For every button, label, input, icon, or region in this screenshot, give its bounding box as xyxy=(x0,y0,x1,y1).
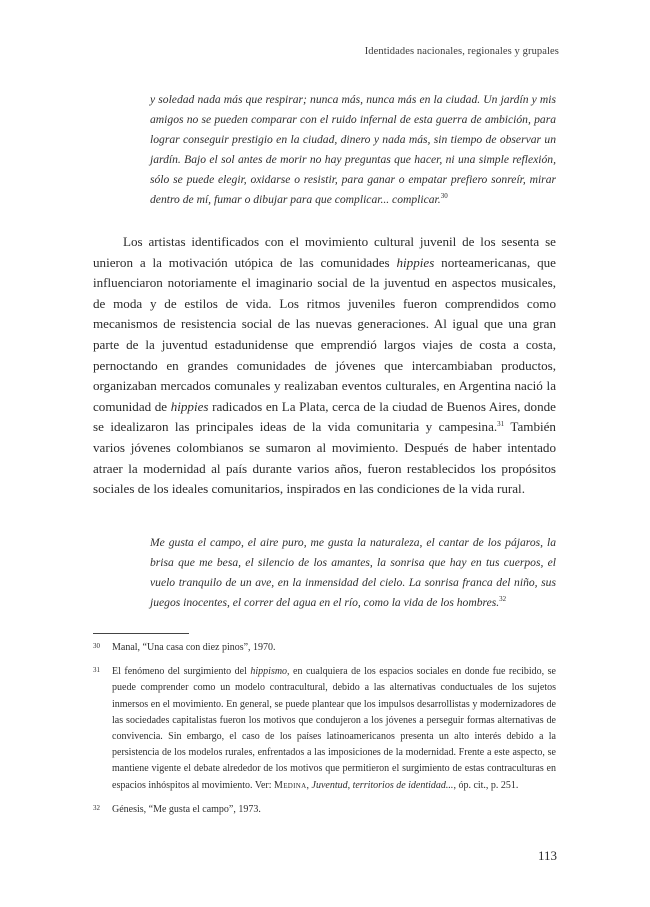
footnote-number: 31 xyxy=(93,666,100,675)
body-text-part-3: radicados en La Plata, cerca de la ciudad de Buenos Aires, donde se idealizaron las principales ideas de la vida comunitaria y campesina. xyxy=(93,398,556,435)
body-text-part-2: norteamericanas, que influenciaron notoriamente el imaginario social de la juventud en aspectos musicales, de moda y de estilos de vida. Los ritmos juveniles fueron comprendidos como mecanismos de resistencia social de las nuevas generaciones. Al igual que una gran parte de la juventud estadunidense que emprendió largos viajes de costa a costa, pernoctando en grandes comunidades de jóvenes que intercambiaban productos, organizaban mercados comunales y realizaban eventos culturales, en Argentina nació la comunidad de xyxy=(93,254,556,414)
body-em-hippies-2: hippies xyxy=(170,398,209,414)
fn31-part-d: , óp. cit., p. 251. xyxy=(453,779,519,791)
fn31-part-c: , xyxy=(306,779,312,791)
footnote-30 xyxy=(93,640,556,656)
fn31-author: Medina xyxy=(274,779,307,791)
footnote-ref-30[interactable]: 30 xyxy=(440,192,448,200)
body-text-part-4: También varios jóvenes colombianos se sumaron al movimiento. Después de haber intentado atraer la modernidad al país durante varios años, fueron restablecidos los propósitos sociales de los ideales comunitarios, inspirados en las condiciones de la vida rural. xyxy=(93,419,556,497)
footnote-text: Génesis, “Me gusta el campo”, 1973. xyxy=(112,803,261,815)
body-text-part-1: Los artistas identificados con el movimiento cultural juvenil de los sesenta se unieron a la motivación utópica de las comunidades xyxy=(93,234,556,270)
body-em-hippies-1: hippies xyxy=(396,254,435,270)
running-head: Identidades nacionales, regionales y grupales xyxy=(364,46,559,57)
footnote-number: 30 xyxy=(93,642,100,650)
footnote-ref-31[interactable]: 31 xyxy=(497,420,505,429)
footnote-text: Manal, “Una casa con diez pinos”, 1970. xyxy=(112,642,276,653)
fn31-title: Juventud, territorios de identidad... xyxy=(311,779,454,791)
footnote-number: 32 xyxy=(93,803,100,812)
footnote-text xyxy=(112,666,556,790)
footnote-separator xyxy=(93,633,189,634)
footnote-32 xyxy=(93,802,556,818)
footnote-ref-32[interactable]: 32 xyxy=(499,595,507,603)
footnote-31 xyxy=(93,664,556,794)
page-number: 113 xyxy=(537,848,557,863)
fn31-em-hippismo: hippismo, xyxy=(250,666,290,678)
quote-1-text: y soledad nada más que respirar; nunca más, nunca más en la ciudad. Un jardín y mis amigos no se pueden comparar con el ruido infernal de esta guerra de ambición, para lograr conseguir prestigio en la ciudad, dinero y nada más, sin tiempo de observar un jardín. Bajo el sol antes de morir no hay preguntas que hacer, ni una simple reflexión, sólo se puede elegir, oxidarse o resistir, para ganar o empatar prefiero sonreír, mirar dentro de mí, fumar o dibujar para que complicar... complicar. xyxy=(150,93,556,206)
body-paragraph xyxy=(93,232,556,500)
fn31-part-b: en cualquiera de los espacios sociales en donde fue recibido, se puede comprender como un modelo contracultural, debido a las alternativas conductuales de los sujetos inmersos en el movimiento. En general, se puede plantear que los impulsos desarrollistas y modernizadores de las sociedades capitalistas fueron los motivos que condujeron a los jóvenes a perseguir formas alternativas de convivencia. Sin embargo, el caso de los países latinoamericanos presenta un alto interés debido a la persistencia de los modelos rurales, enfrentados a las imposiciones de la modernidad. Frente a este aspecto, se mantiene vigente el debate alrededor de los motivos que permitieron el surgimiento de estas contraculturas en espacios inhóspitos al movimiento. Ver: xyxy=(112,666,556,791)
fn31-part-a: El fenómeno del surgimiento del xyxy=(112,666,251,678)
block-quote-2 xyxy=(150,533,556,613)
footnotes xyxy=(93,640,556,826)
block-quote-1 xyxy=(150,90,556,210)
quote-2-text: Me gusta el campo, el aire puro, me gusta la naturaleza, el cantar de los pájaros, la brisa que me besa, el silencio de los amantes, la sonrisa que hay en tus cuerpos, el vuelo tranquilo de un ave, en la inmensidad del cielo. La sonrisa franca del niño, sus juegos inocentes, el correr del agua en el río, como la vida de los hombres. xyxy=(150,536,556,609)
